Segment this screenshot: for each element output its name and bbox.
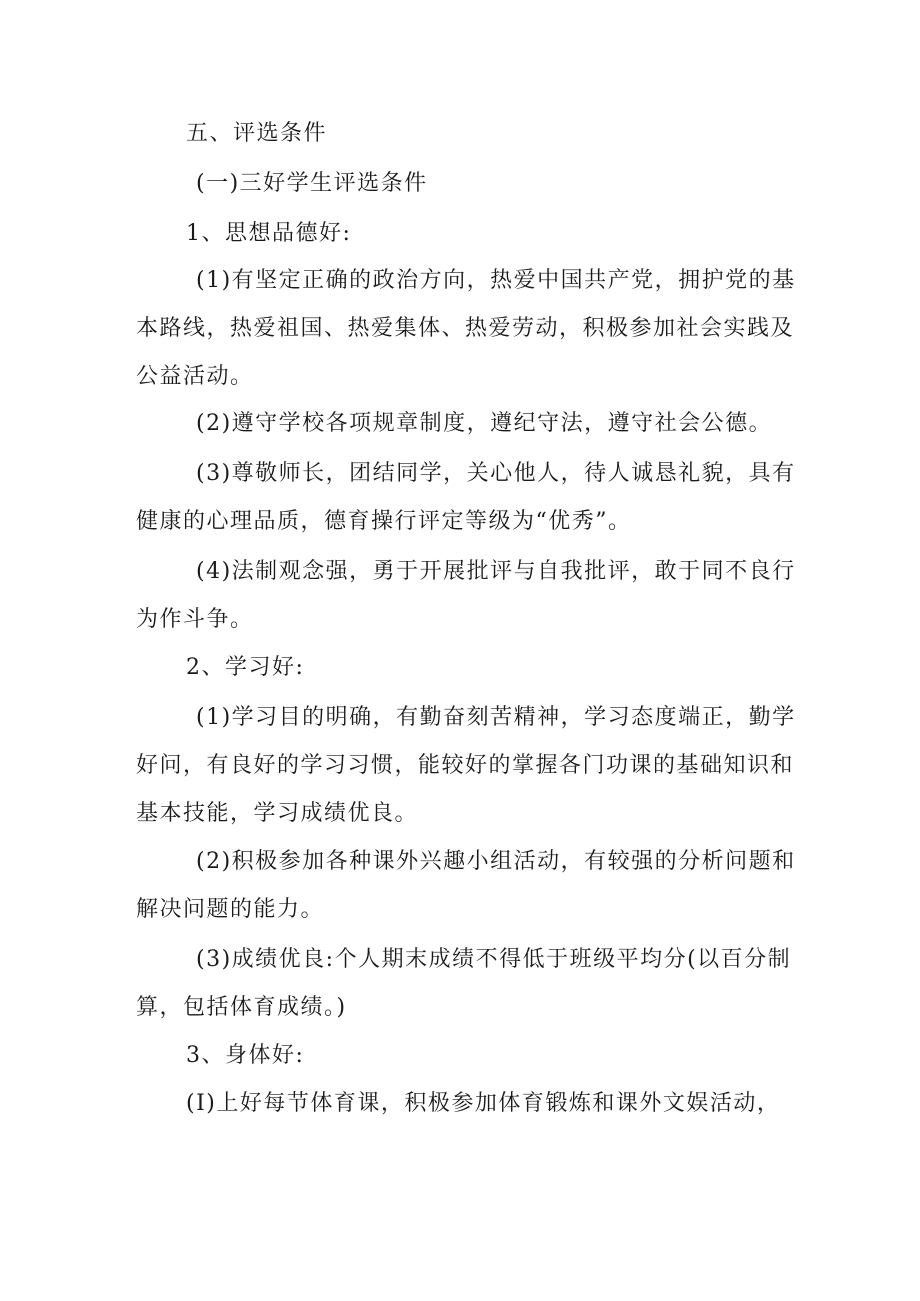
item1-paragraph2: (2)遵守学校各项规章制度，遵纪守法，遵守社会公德。: [196, 411, 773, 436]
item3-paragraph1-line1: (I)上好每节体育课，积极参加体育锻炼和课外文娱活动，: [186, 1091, 781, 1116]
item2-paragraph2-line1: (2)积极参加各种课外兴趣小组活动，有较强的分析问题和: [196, 849, 796, 874]
item1-paragraph4-line2: 为作斗争。: [136, 607, 254, 632]
item2-paragraph3-line2: 算，包括体育成绩。): [136, 995, 347, 1020]
item2-paragraph1-line1: (1)学习目的明确，有勤奋刻苦精神，学习态度端正，勤学: [196, 705, 796, 730]
item2-paragraph3-line1: (3)成绩优良:个人期末成绩不得低于班级平均分(以百分制: [196, 947, 792, 972]
item2-heading: 2、学习好:: [186, 655, 305, 680]
item2-paragraph1-line2: 好问，有良好的学习习惯，能较好的掌握各门功课的基础知识和: [136, 753, 795, 778]
item1-paragraph4-line1: (4)法制观念强，勇于开展批评与自我批评，敢于同不良行: [196, 559, 796, 584]
item1-paragraph1-line2: 本路线，热爱祖国、热爱集体、热爱劳动，积极参加社会实践及: [136, 316, 795, 341]
item1-paragraph1-line1: (1)有坚定正确的政治方向，热爱中国共产党，拥护党的基: [196, 268, 796, 293]
item1-paragraph3-line1: (3)尊敬师长，团结同学，关心他人，待人诚恳礼貌，具有: [196, 461, 796, 486]
item3-heading: 3、身体好:: [186, 1043, 305, 1068]
subsection-heading: (一)三好学生评选条件: [196, 171, 428, 196]
item2-paragraph1-line3: 基本技能，学习成绩优良。: [136, 801, 419, 826]
item1-paragraph1-line3: 公益活动。: [136, 364, 254, 389]
item2-paragraph2-line2: 解决问题的能力。: [136, 897, 325, 922]
item1-heading: 1、思想品德好:: [186, 221, 352, 246]
section-heading: 五、评选条件: [186, 121, 328, 146]
item1-paragraph3-line2: 健康的心理品质，德育操行评定等级为“优秀”。: [136, 509, 632, 534]
